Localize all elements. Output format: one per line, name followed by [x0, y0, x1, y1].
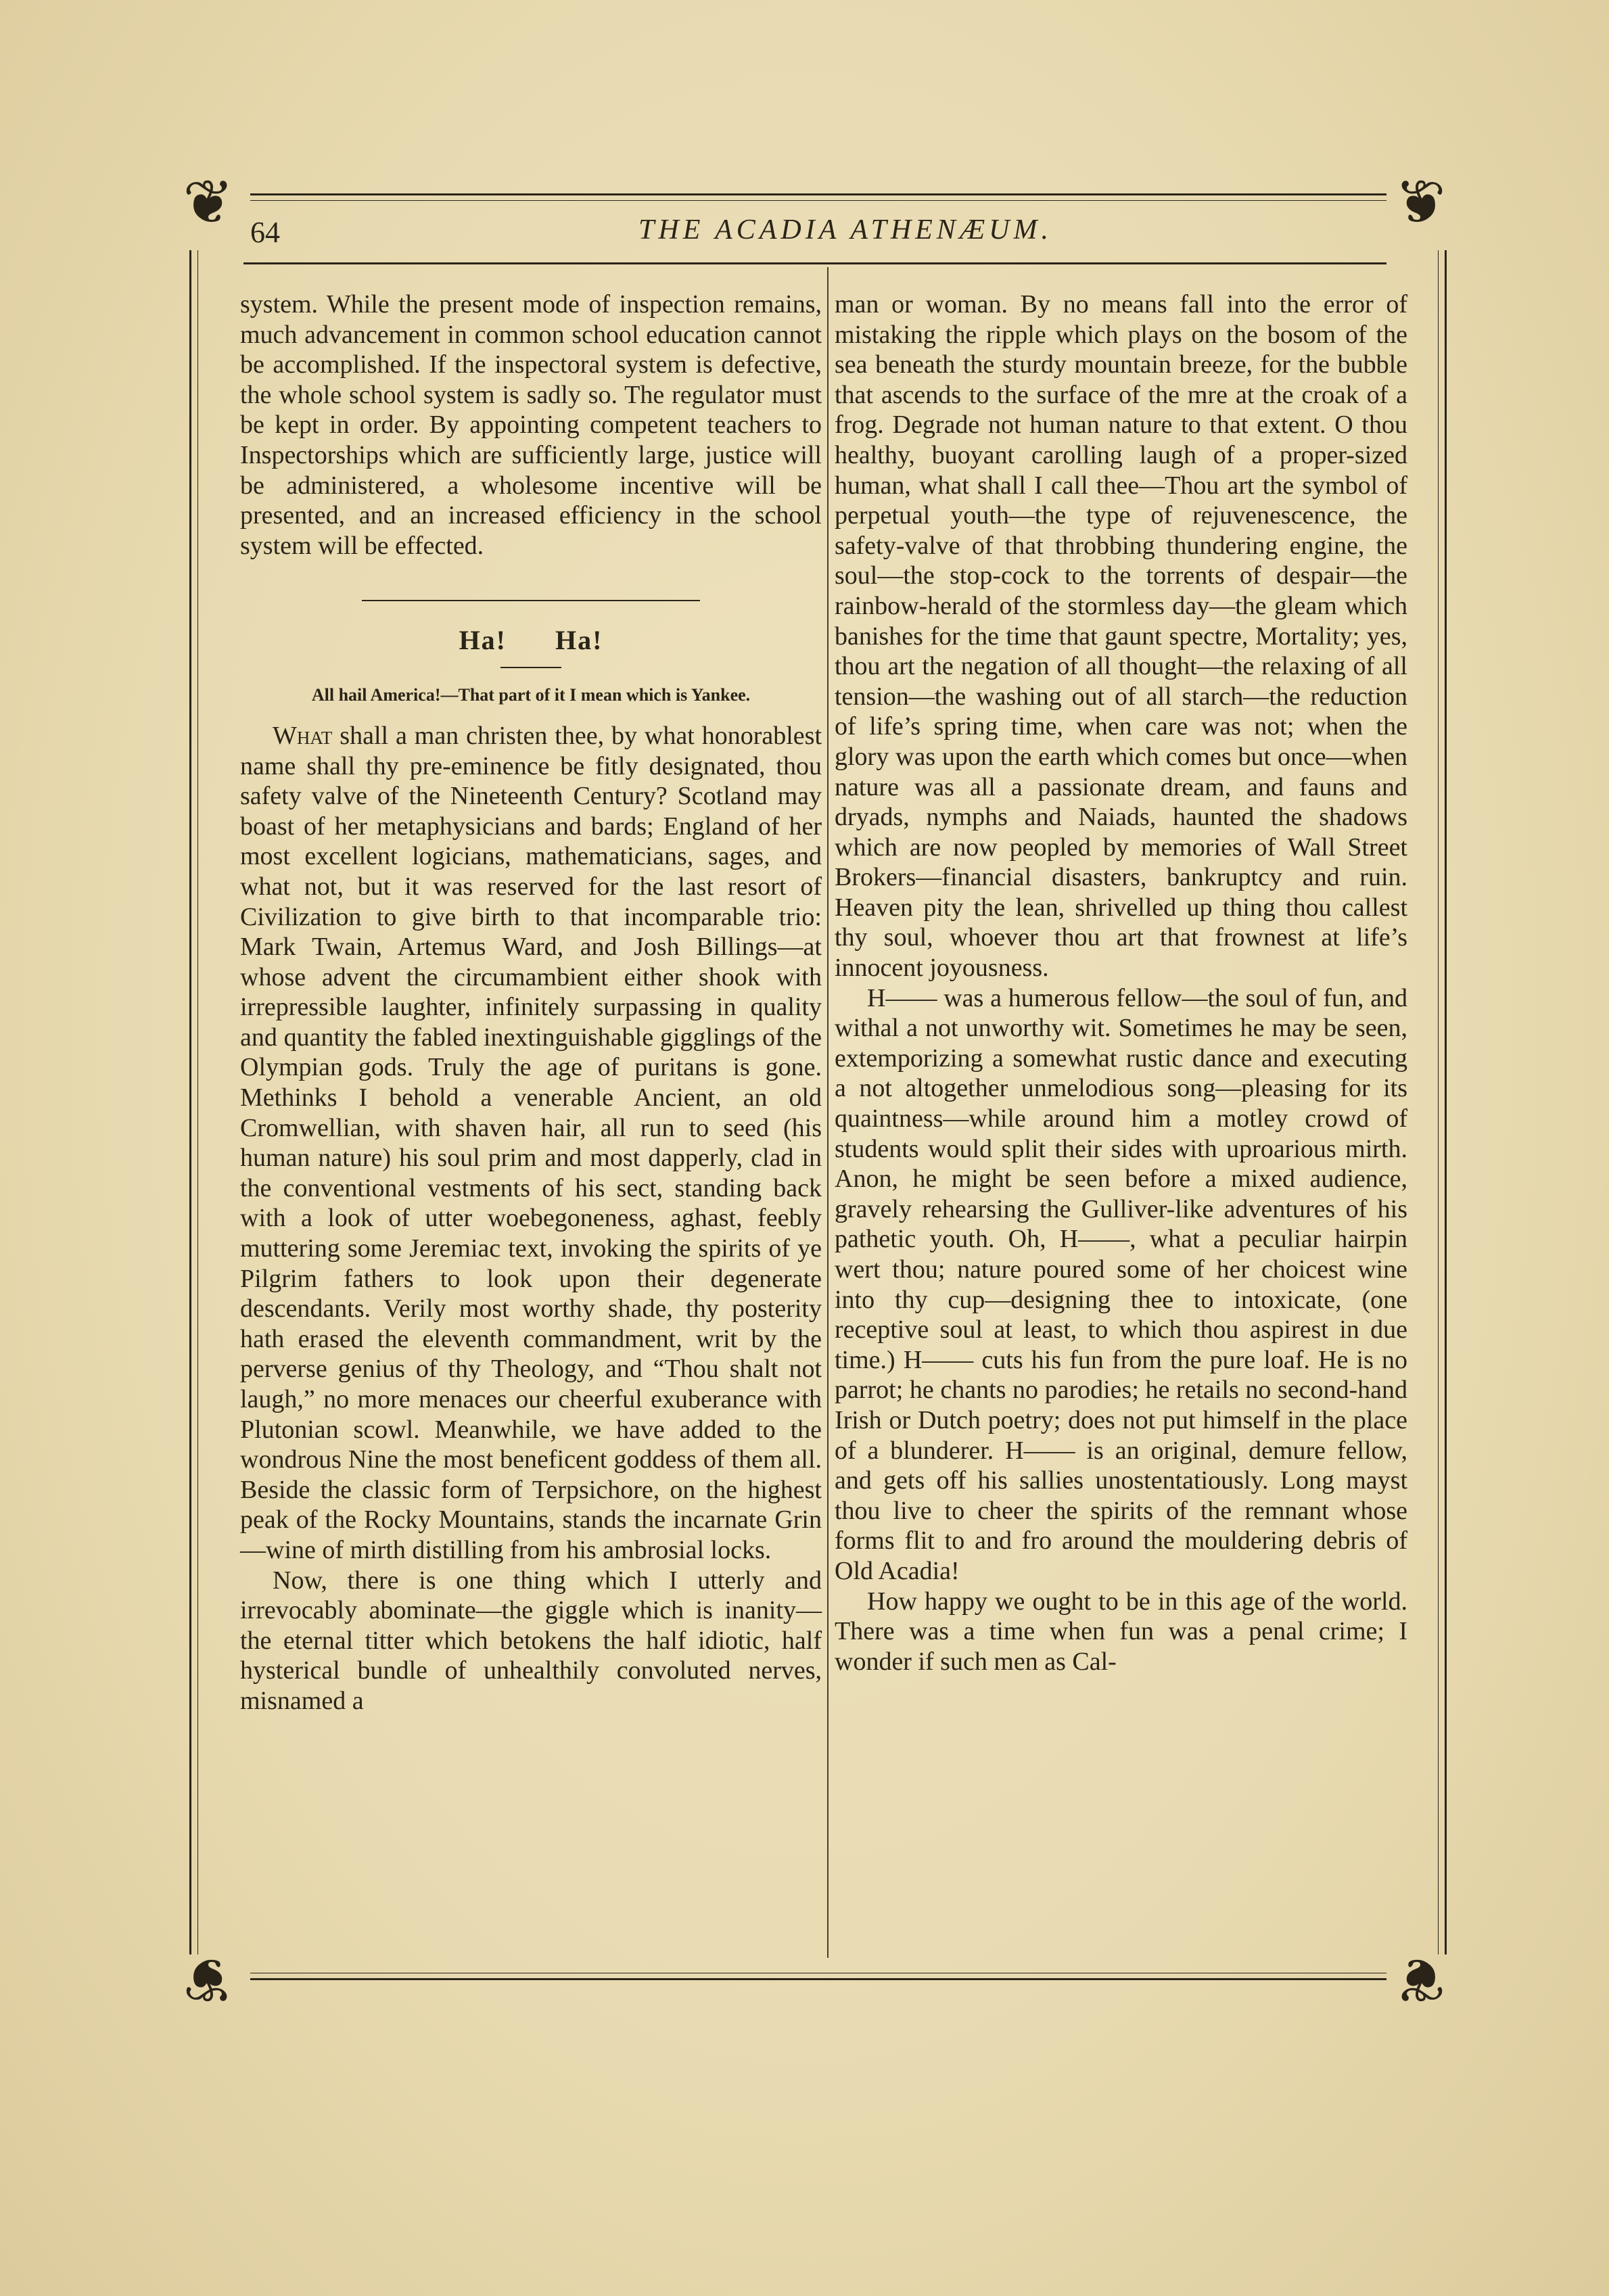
flourish-ornament-icon: ❦: [183, 1944, 234, 2015]
right-column: [835, 289, 1407, 1677]
header-underline: [243, 262, 1386, 264]
continued-paragraph: system. While the present mode of inspection remains, much advancement in common school education cannot be accomplished. If the inspectoral system is defective, the whole school system is sadly so. The regulator must be kept in order. By appointing competent teachers to Inspectorships which are sufficiently large, justice will be administered, a wholesome incentive will be presented, and an increased efficiency in the school system will be effected.: [240, 290, 822, 560]
section-divider: [362, 600, 700, 601]
flourish-ornament-icon: ❦: [183, 167, 234, 238]
frame-right-rule-outer: [1445, 250, 1447, 1954]
lead-word: What: [273, 721, 333, 750]
article-paragraph: [240, 721, 822, 1566]
column-divider: [827, 267, 829, 1958]
frame-top-rule-inner: [250, 200, 1386, 201]
frame-right-rule-inner: [1438, 250, 1439, 1954]
article-paragraph: Now, there is one thing which I utterly and irrevocably abominate—the giggle which is inanity—the eternal titter which betokens the half idiotic, half hysterical bundle of unhealthily convoluted nerves, misnamed a: [240, 1566, 822, 1715]
running-head: THE ACADIA ATHENÆUM.: [638, 214, 1052, 245]
frame-bottom-rule-inner: [250, 1978, 1386, 1980]
article-paragraph: How happy we ought to be in this age of the world. There was a time when fun was a penal crime; I wonder if such men as Cal-: [835, 1587, 1407, 1676]
frame-top-rule-outer: [250, 193, 1386, 195]
flourish-ornament-icon: ❦: [1395, 1944, 1446, 2015]
left-column: [240, 289, 822, 1716]
article-paragraph: H—— was a humerous fellow—the soul of fun, and withal a not unworthy wit. Sometimes he may be seen, extemporizing a somewhat rustic dance and executing a not altogether unmelodious song—pleasing for its quaintness—while around him a motley crowd of students would split their sides with uproarious mirth. Anon, he might be seen before a mixed audience, gravely rehearsing the Gulliver-like adventures of his pathetic youth. Oh, H——, what a peculiar hairpin wert thou; nature poured some of her choicest wine into thy cup—designing thee to intoxicate, (one receptive soul at least, to which thou aspirest in due time.) H—— cuts his fun from the pure loaf. He is no parrot; he chants no parodies; he retails no second-hand Irish or Dutch poetry; does not put himself in the place of a blunderer. H—— is an original, demure fellow, and gets off his sallies unostentatiously. Long mayst thou live to cheer the spirits of the remnant whose forms flit to and fro around the mouldering debris of Old Acadia!: [835, 983, 1407, 1585]
epigraph: All hail America!—That part of it I mean which is Yankee.: [311, 684, 751, 705]
paragraph-text: shall a man christen thee, by what honorablest name shall thy pre-eminence be fitly designated, thou safety valve of the Nineteenth Century? Scotland may boast of her metaphysicians and bards; England of her most excellent logicians, mathematicians, sages, and what not, but it was reserved for the last resort of Civilization to give birth to that incomparable trio: Mark Twain, Artemus Ward, and Josh Billings—at whose advent the circumambient either shook with irrepressible laughter, infinitely surpassing in quality and quantity the fabled inextinguishable gigglings of the Olympian gods. Truly the age of puritans is gone. Methinks I behold a venerable Ancient, an old Cromwellian, with shaven hair, all run to seed (his human nature) his soul prim and most dapperly, clad in the conventional vestments of his sect, standing back with a look of utter woebegoneness, aghast, feebly muttering some Jeremiac text, invoking the spirits of ye Pilgrim fathers to look upon their degenerate descendants. Verily most worthy shade, thy posterity hath erased the eleventh commandment, writ by the perverse genius of thy Theology, and “Thou shalt not laugh,” no more menaces our cheerful exuberance with Plutonian scowl. Meanwhile, we have added to the wondrous Nine the most beneficent goddess of them all. Beside the classic form of Terpsichore, on the highest peak of the Rocky Mountains, stands the incarnate Grin—wine of mirth distilling from his ambrosial locks.: [240, 721, 822, 1564]
article-paragraph: man or woman. By no means fall into the error of mistaking the ripple which plays on the bosom of the sea beneath the sturdy mountain breeze, for the bubble that ascends to the surface of the mre at the croak of a frog. Degrade not human nature to that extent. O thou healthy, buoyant carolling laugh of a proper-sized human, what shall I call thee—Thou art the symbol of perpetual youth—the type of rejuvenescence, the safety-valve of that throbbing thundering engine, the soul—the stop-cock to the torrents of despair—the rainbow-herald of the stormless day—the gleam which banishes for the time that gaunt spectre, Mortality; yes, thou art the negation of all thought—the relaxing of all tension—the washing out of all starch—the reduction of life’s spring time, when care was not; when the glory was upon the earth which comes but once—when nature was all a passionate dream, and fauns and dryads, nymphs and Naiads, haunted the shadows which are now peopled by memories of Wall Street Brokers—financial disasters, bankruptcy and ruin. Heaven pity the lean, shrivelled up thing thou callest thy soul, whoever thou art that frownest at life’s innocent joyousness.: [835, 290, 1407, 983]
flourish-ornament-icon: ❦: [1395, 167, 1446, 238]
page-number: 64: [250, 216, 280, 249]
title-rule: [500, 667, 561, 668]
frame-left-rule-inner: [197, 250, 198, 1954]
frame-left-rule-outer: [189, 250, 191, 1954]
article-title: Ha! Ha!: [459, 625, 603, 656]
